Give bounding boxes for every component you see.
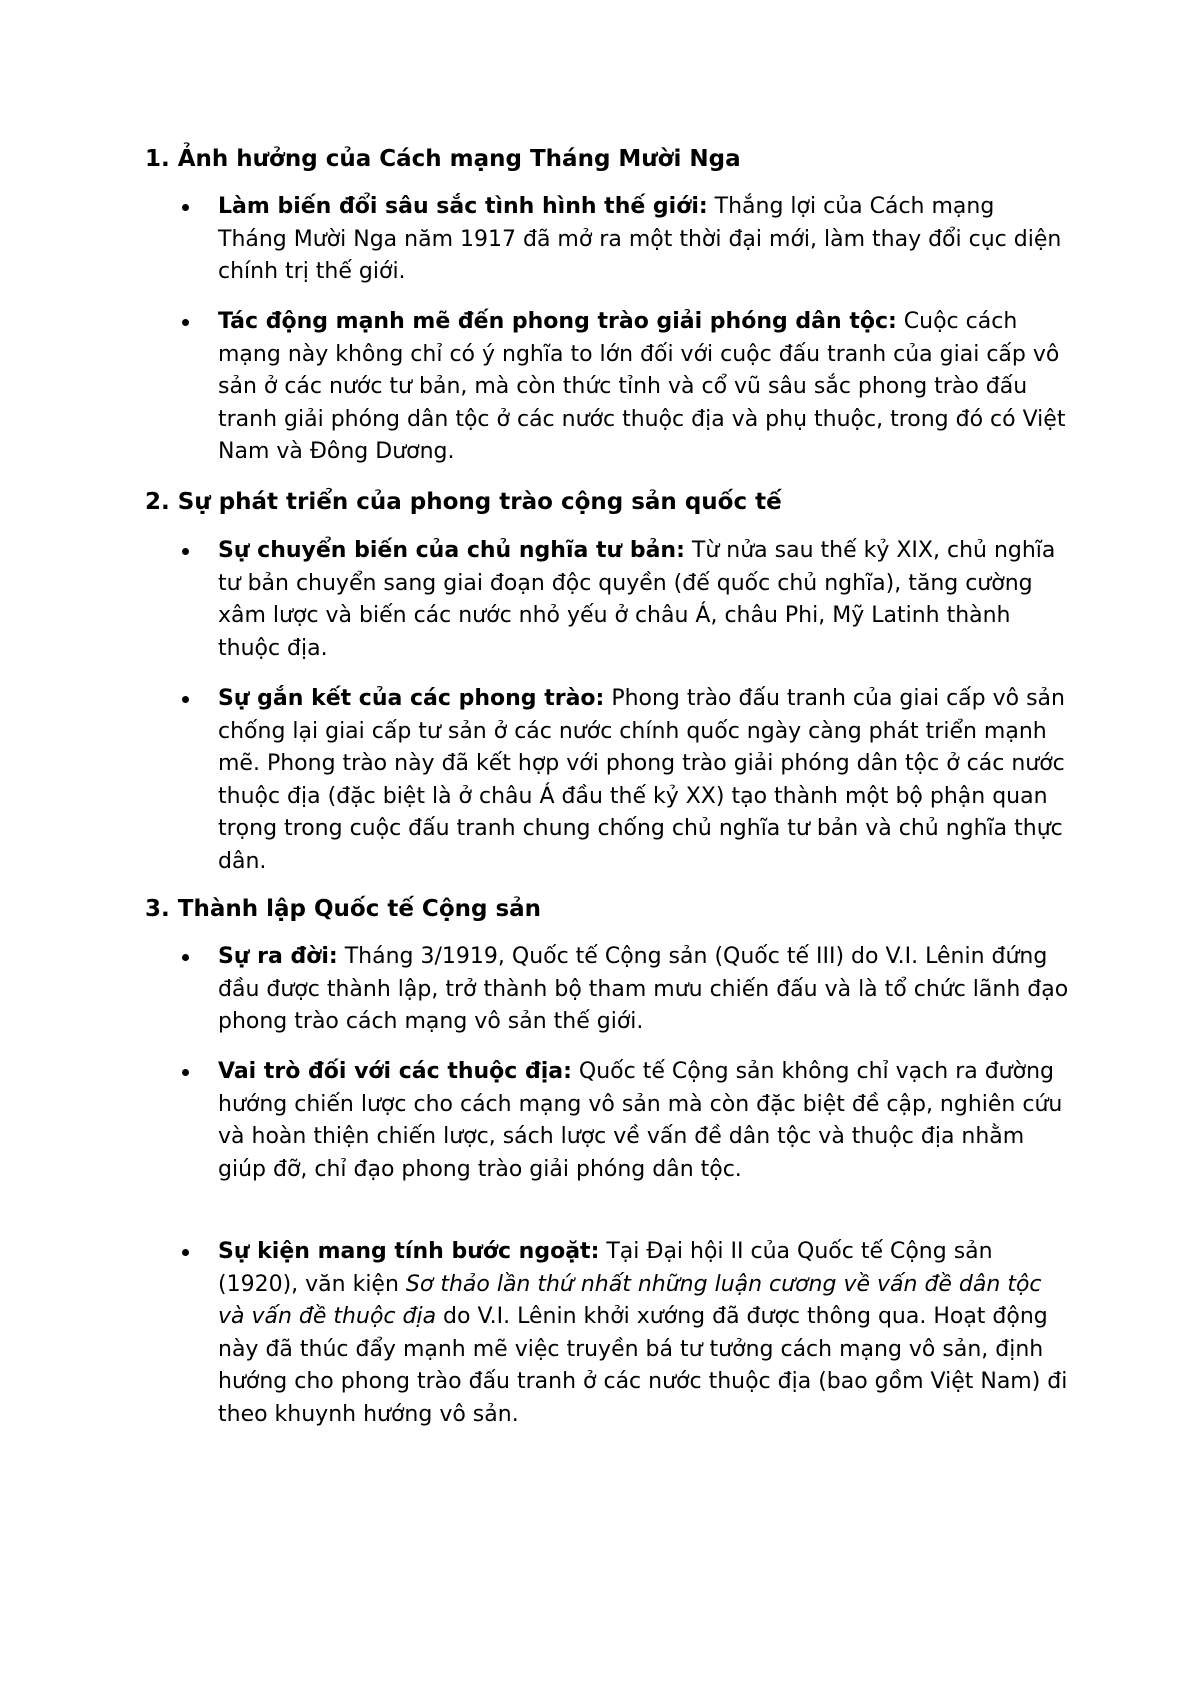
- bullet-item: [218, 941, 1070, 1039]
- section-number: 2.: [145, 489, 170, 515]
- bullet-lead: Tác động mạnh mẽ đến phong trào giải phóng dân tộc:: [218, 309, 897, 334]
- bullet-item: [218, 1056, 1070, 1186]
- bullet-text: Quốc tế Cộng sản không chỉ vạch ra đường hướng chiến lược cho cách mạng vô sản mà còn đặc biệt đề cập, nghiên cứu và hoàn thiện chiến lược, sách lược về vấn đề dân tộc và thuộc địa nhằm giúp đỡ, chỉ đạo phong trào giải phóng dân tộc.: [218, 1059, 1063, 1182]
- bullet-icon: [182, 548, 189, 555]
- bullet-lead: Sự kiện mang tính bước ngoặt:: [218, 1239, 600, 1264]
- section-number: 3.: [145, 896, 170, 922]
- bullet-text: Phong trào đấu tranh của giai cấp vô sản chống lại giai cấp tư sản ở các nước chính quốc ngày càng phát triển mạnh mẽ. Phong trào này đã kết hợp với phong trào giải phóng dân tộc ở các nước thuộc địa (đặc biệt là ở châu Á đầu thế kỷ XX) tạo thành một bộ phận quan trọng trong cuộc đấu tranh chung chống chủ nghĩa tư bản và chủ nghĩa thực dân.: [218, 686, 1065, 874]
- section-title: Sự phát triển của phong trào cộng sản quốc tế: [177, 489, 782, 515]
- bullet-icon: [182, 204, 189, 211]
- bullet-item: [218, 1236, 1070, 1432]
- bullet-item: [218, 683, 1070, 879]
- bullet-lead: Sự gắn kết của các phong trào:: [218, 686, 605, 711]
- section-title: Thành lập Quốc tế Cộng sản: [177, 896, 542, 922]
- section-heading-3: [145, 893, 541, 925]
- bullet-icon: [182, 1069, 189, 1076]
- bullet-text: Thắng lợi của Cách mạng Tháng Mười Nga năm 1917 đã mở ra một thời đại mới, làm thay đổi cục diện chính trị thế giới.: [218, 194, 1062, 285]
- bullet-lead: Làm biến đổi sâu sắc tình hình thế giới:: [218, 194, 708, 219]
- bullet-icon: [182, 319, 189, 326]
- bullet-icon: [182, 696, 189, 703]
- bullet-icon: [182, 954, 189, 961]
- bullet-lead: Sự ra đời:: [218, 944, 338, 969]
- bullet-item: [218, 191, 1070, 289]
- section-heading-1: [145, 143, 741, 175]
- bullet-lead: Sự chuyển biến của chủ nghĩa tư bản:: [218, 538, 685, 563]
- bullet-text: Cuộc cách mạng này không chỉ có ý nghĩa to lớn đối với cuộc đấu tranh của giai cấp vô sản ở các nước tư bản, mà còn thức tỉnh và cổ vũ sâu sắc phong trào đấu tranh giải phóng dân tộc ở các nước thuộc địa và phụ thuộc, trong đó có Việt Nam và Đông Dương.: [218, 309, 1066, 465]
- section-title: Ảnh hưởng của Cách mạng Tháng Mười Nga: [177, 146, 741, 172]
- bullet-lead: Vai trò đối với các thuộc địa:: [218, 1059, 572, 1084]
- bullet-item: [218, 535, 1070, 665]
- bullet-text: do V.I. Lênin khởi xướng đã được thông qua. Hoạt động này đã thúc đẩy mạnh mẽ việc truyền bá tư tưởng cách mạng vô sản, định hướng cho phong trào đấu tranh ở các nước thuộc địa (bao gồm Việt Nam) đi theo khuynh hướng vô sản.: [218, 1304, 1068, 1427]
- section-number: 1.: [145, 146, 170, 172]
- document-title-italic: Sơ thảo lần thứ nhất những luận cương về vấn đề dân tộc và vấn đề thuộc địa: [218, 1271, 1042, 1330]
- bullet-icon: [182, 1249, 189, 1256]
- bullet-text: Tháng 3/1919, Quốc tế Cộng sản (Quốc tế III) do V.I. Lênin đứng đầu được thành lập, trở thành bộ tham mưu chiến đấu và là tổ chức lãnh đạo phong trào cách mạng vô sản thế giới.: [218, 944, 1069, 1035]
- bullet-text: Tại Đại hội II của Quốc tế Cộng sản (1920), văn kiện: [218, 1239, 993, 1297]
- bullet-text: Từ nửa sau thế kỷ XIX, chủ nghĩa tư bản chuyển sang giai đoạn độc quyền (đế quốc chủ nghĩa), tăng cường xâm lược và biến các nước nhỏ yếu ở châu Á, châu Phi, Mỹ Latinh thành thuộc địa.: [218, 538, 1056, 661]
- bullet-item: [218, 306, 1070, 469]
- section-heading-2: [145, 486, 782, 518]
